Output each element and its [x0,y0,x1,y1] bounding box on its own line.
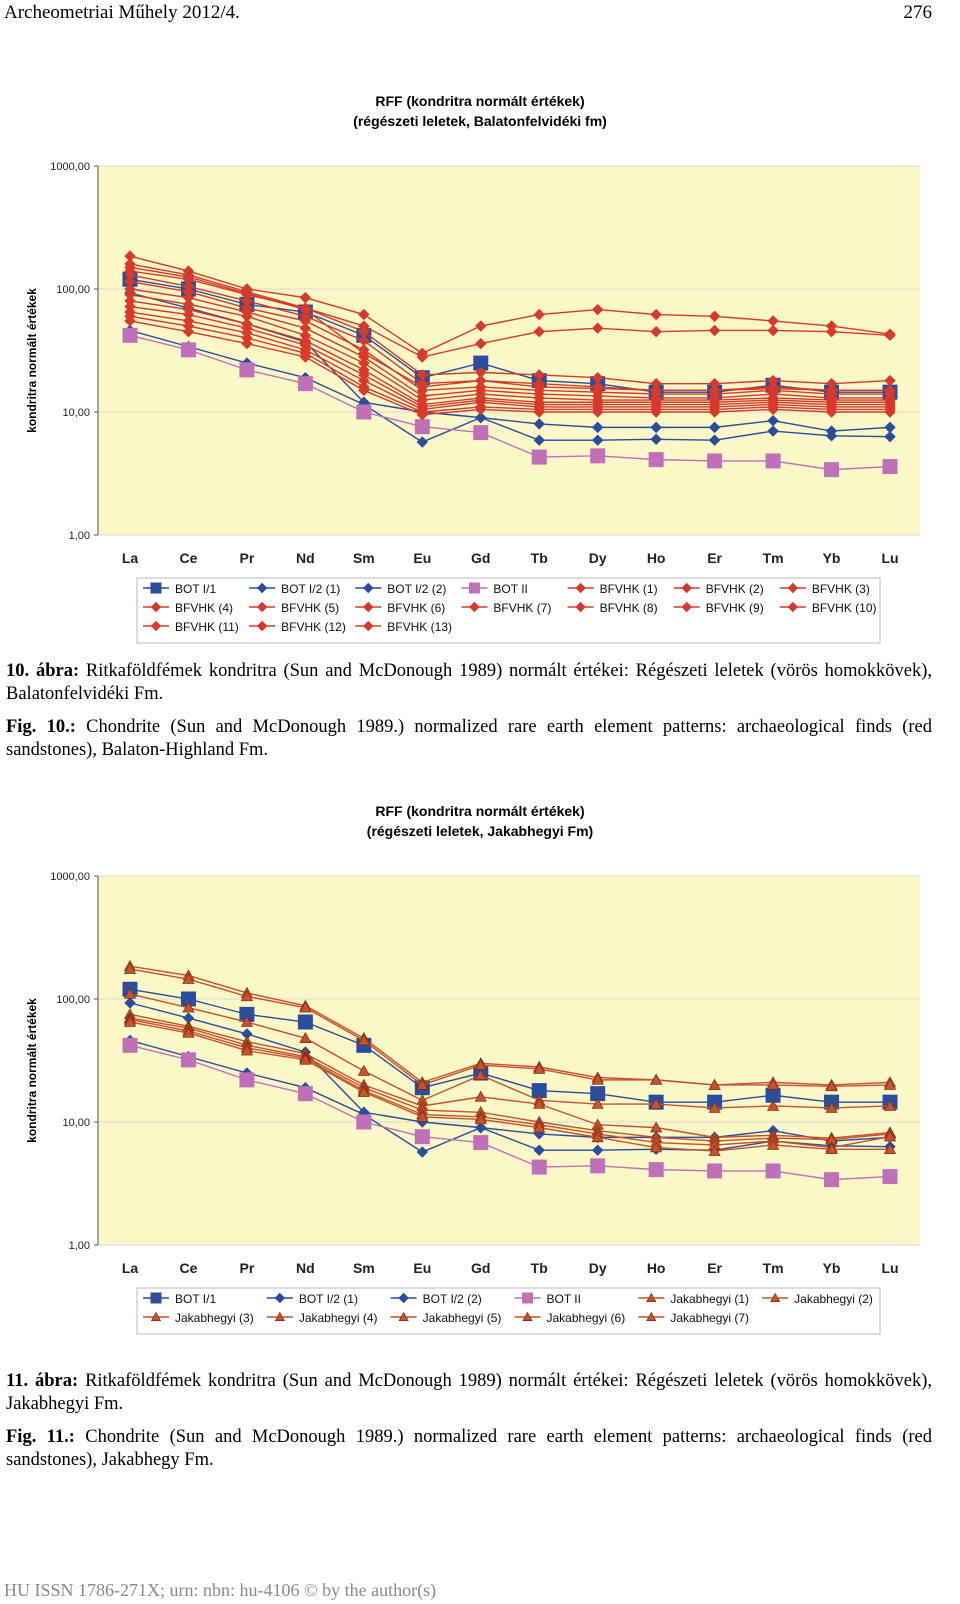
data-point [240,1073,254,1087]
x-tick-label: Ho [646,550,666,566]
legend-label: BFVHK (6) [387,601,446,615]
y-tick-label: 1,00 [68,1240,90,1252]
caption-en-label: Fig. 10.: [6,717,76,737]
legend-label: BOT I/2 (2) [387,582,447,596]
x-tick-label: Er [707,1260,723,1276]
data-point [181,1053,195,1067]
y-tick-label: 100,00 [56,284,90,296]
x-tick-label: Gd [471,1260,491,1276]
data-point [766,1164,780,1178]
data-point [415,420,429,434]
legend-label: Jakabhegyi (1) [670,1292,750,1306]
data-point [474,426,488,440]
legend-label: BFVHK (1) [599,582,658,596]
page-header [0,0,960,28]
caption-hu-label: 10. ábra: [6,661,80,681]
x-tick-label: Tm [762,550,784,566]
y-tick-label: 1000,00 [50,161,90,173]
y-axis-label: kondritra normált értékek [25,288,39,433]
data-point [649,1163,663,1177]
x-tick-label: Ce [179,550,198,566]
legend-label: Jakabhegyi (7) [670,1311,750,1325]
legend-label: BFVHK (5) [281,601,340,615]
legend-label: BFVHK (12) [281,620,346,634]
caption-hu-label: 11. ábra: [6,1371,79,1391]
legend-swatch-marker [151,583,161,593]
data-point [708,1164,722,1178]
x-tick-label: Tb [530,550,548,566]
x-tick-label: Yb [822,1260,841,1276]
data-point [474,1136,488,1150]
data-point [357,1115,371,1129]
x-tick-label: Dy [588,550,607,566]
caption-en [6,1426,932,1472]
legend-label: BFVHK (11) [175,620,239,634]
data-point [883,460,897,474]
legend-label: BFVHK (8) [599,601,658,615]
legend-swatch-marker [469,583,479,593]
legend-label: Jakabhegyi (4) [298,1311,378,1325]
x-tick-label: Tb [530,1260,548,1276]
x-tick-label: Sm [352,1260,375,1276]
issn-footer: HU ISSN 1786-271X; urn: nbn: hu-4106 © by the author(s) [4,1580,437,1600]
legend-swatch-marker [523,1293,533,1303]
chart-title: RFF (kondritra normált értékek) [375,93,585,109]
caption-hu-text: Ritkaföldfémek kondritra (Sun and McDonough 1989) normált értékei: Régészeti leletek (vörös homokkövek), Balatonfelvidéki Fm. [6,661,932,704]
legend-label: BOT I/2 (2) [422,1292,482,1306]
y-tick-label: 100,00 [56,994,90,1006]
data-point [766,454,780,468]
data-point [181,343,195,357]
caption-en-text: Chondrite (Sun and McDonough 1989.) normalized rare earth element patterns: archaeological finds (red sandstones), Balaton-Highland Fm. [6,717,932,760]
x-tick-label: Tm [762,1260,784,1276]
figure-11-chart [0,790,960,1355]
data-point [591,1159,605,1173]
y-tick-label: 10,00 [62,407,90,419]
data-point [708,454,722,468]
legend-label: BFVHK (9) [705,601,764,615]
y-tick-label: 10,00 [62,1117,90,1129]
data-point [532,1160,546,1174]
legend-label: BOT I/2 (1) [281,582,341,596]
legend-label: BFVHK (7) [493,601,552,615]
figure-10-svg [0,80,960,645]
x-tick-label: Eu [413,1260,432,1276]
legend-label: Jakabhegyi (2) [794,1292,873,1306]
legend-label: Jakabhegyi (3) [175,1311,254,1325]
x-tick-label: Eu [413,550,432,566]
caption-hu [6,660,932,706]
data-point [357,405,371,419]
data-point [883,1170,897,1184]
chart-subtitle: (régészeti leletek, Balatonfelvidéki fm) [353,113,607,129]
caption-en-label: Fig. 11.: [6,1427,75,1447]
x-tick-label: Er [707,550,723,566]
x-tick-label: La [121,1260,139,1276]
data-point [415,1130,429,1144]
x-tick-label: Lu [881,1260,899,1276]
y-axis-label: kondritra normált értékek [25,998,39,1143]
figure-10-chart [0,80,960,645]
legend-label: BOT II [493,582,528,596]
y-tick-label: 1000,00 [50,871,90,883]
legend-label: BOT II [546,1292,581,1306]
figure-11-caption [6,1370,932,1482]
data-point [298,377,312,391]
caption-en [6,716,932,762]
x-tick-label: Yb [822,550,841,566]
x-tick-label: Pr [239,550,255,566]
data-point [591,449,605,463]
x-tick-label: Nd [296,1260,315,1276]
data-point [825,463,839,477]
x-tick-label: Nd [296,550,315,566]
x-tick-label: Ce [179,1260,198,1276]
data-point [649,453,663,467]
data-point [825,1173,839,1187]
plot-area [98,876,920,1245]
legend-label: BFVHK (2) [705,582,764,596]
page-number: 276 [903,2,932,23]
x-tick-label: Dy [588,1260,607,1276]
caption-en-text: Chondrite (Sun and McDonough 1989.) normalized rare earth element patterns: archaeological finds (red sandstones), Jakabhegy Fm. [6,1427,932,1470]
data-point [532,450,546,464]
caption-hu [6,1370,932,1416]
figure-11-svg [0,790,960,1355]
x-tick-label: Gd [471,550,491,566]
legend-label: BOT I/1 [175,582,217,596]
legend-label: Jakabhegyi (5) [422,1311,502,1325]
legend-label: BFVHK (10) [811,601,877,615]
legend-swatch-marker [151,1293,161,1303]
data-point [240,363,254,377]
data-point [298,1087,312,1101]
legend-label: BOT I/2 (1) [298,1292,358,1306]
figure-10-caption [6,660,932,772]
x-tick-label: Pr [239,1260,255,1276]
plot-area [98,166,920,535]
chart-subtitle: (régészeti leletek, Jakabhegyi Fm) [366,823,594,839]
y-tick-label: 1,00 [68,530,90,542]
journal-title: Archeometriai Műhely 2012/4. [4,2,240,23]
caption-hu-text: Ritkaföldfémek kondritra (Sun and McDonough 1989) normált értékei: Régészeti leletek (vörös homokkövek), Jakabhegyi Fm. [6,1371,933,1414]
data-point [123,328,137,342]
x-tick-label: Lu [881,550,899,566]
x-tick-label: La [121,550,139,566]
data-point [123,1038,137,1052]
legend-label: BFVHK (4) [175,601,234,615]
legend-label: BFVHK (13) [387,620,452,634]
chart-title: RFF (kondritra normált értékek) [375,803,585,819]
legend-label: BOT I/1 [175,1292,217,1306]
legend-label: Jakabhegyi (6) [546,1311,626,1325]
x-tick-label: Ho [646,1260,666,1276]
data-point [298,1015,312,1029]
legend-label: BFVHK (3) [811,582,870,596]
x-tick-label: Sm [352,550,375,566]
